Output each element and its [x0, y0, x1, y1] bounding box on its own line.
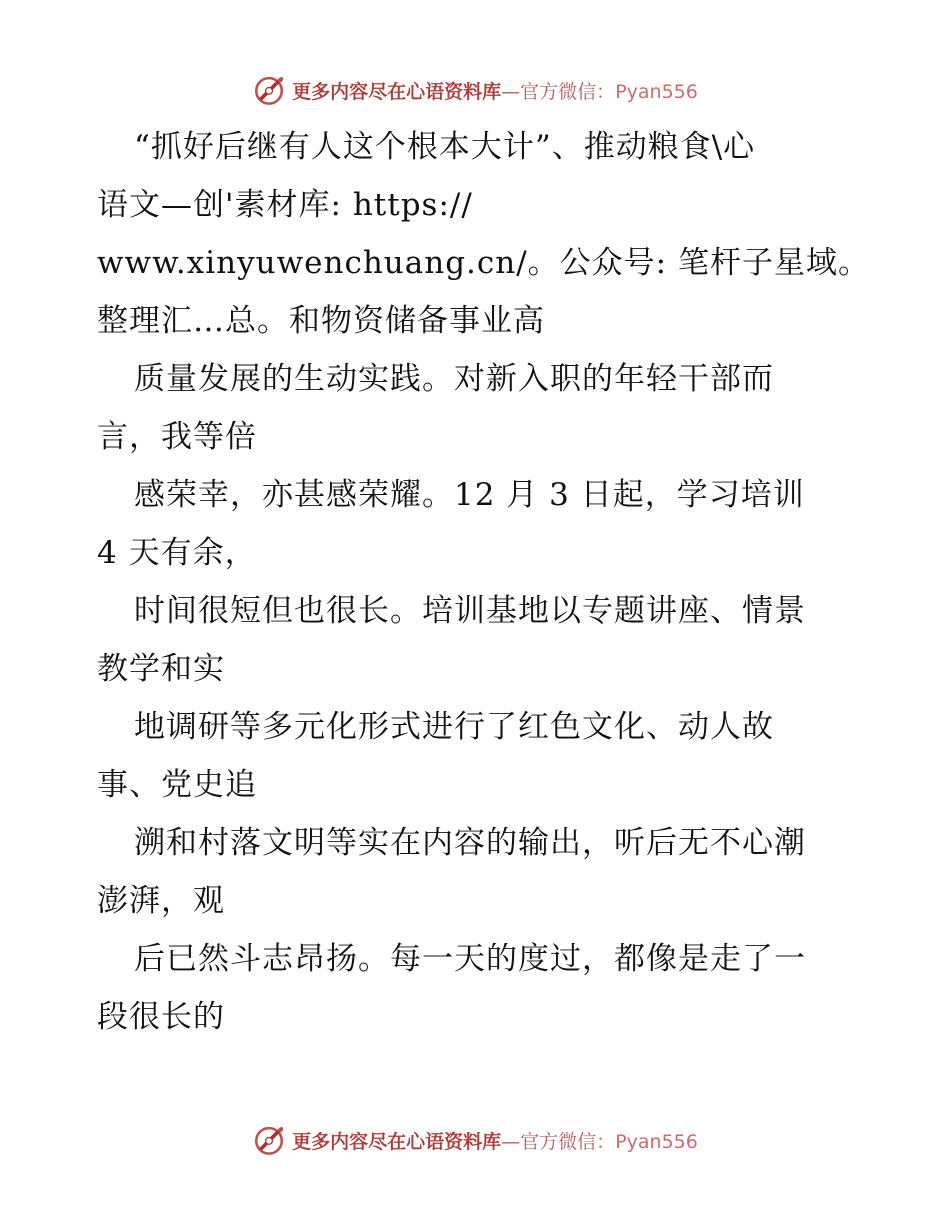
watermark-wechat-id: Pyan556 [615, 1130, 698, 1153]
watermark-separator: — [501, 80, 521, 103]
watermark-wechat-id: Pyan556 [615, 80, 698, 103]
text-line: 整理汇…总。和物资储备事业高 [97, 303, 545, 339]
quill-pen-logo-icon [252, 73, 286, 107]
watermark-text [292, 1127, 698, 1154]
text-line: 语文—创'素材库: https:// [97, 187, 473, 223]
text-line: 时间很短但也很长。培训基地以专题讲座、情景 [134, 593, 806, 629]
watermark-label: 官方微信： [520, 80, 616, 103]
text-line: 感荣幸，亦甚感荣耀。12 月 3 日起，学习培训 [134, 477, 805, 513]
text-line: 地调研等多元化形式进行了红色文化、动人故 [134, 709, 774, 745]
document-body [97, 118, 870, 1046]
text-line: 言，我等倍 [97, 419, 257, 455]
text-line: 质量发展的生动实践。对新入职的年轻干部而 [134, 361, 774, 397]
text-line: “抓好后继有人这个根本大计”、推动粮食\心 [134, 129, 756, 165]
text-line: 教学和实 [97, 651, 225, 687]
footer-watermark [0, 1120, 950, 1160]
text-line: 澎湃，观 [97, 883, 225, 919]
watermark-brand: 更多内容尽在心语资料库 [292, 80, 502, 103]
text-line: 事、党史追 [97, 767, 257, 803]
header-watermark [0, 70, 950, 110]
text-line: 后已然斗志昂扬。每一天的度过，都像是走了一 [134, 941, 806, 977]
text-line: 段很长的 [97, 999, 225, 1035]
quill-pen-logo-icon [252, 1123, 286, 1157]
text-line: 4 天有余， [97, 535, 257, 571]
watermark-separator: — [501, 1130, 521, 1153]
watermark-text [292, 77, 698, 104]
text-line: 溯和村落文明等实在内容的输出，听后无不心潮 [134, 825, 806, 861]
text-line: www.xinyuwenchuang.cn/。公众号: 笔杆子星域。 [97, 245, 870, 281]
watermark-brand: 更多内容尽在心语资料库 [292, 1130, 502, 1153]
watermark-label: 官方微信： [520, 1130, 616, 1153]
